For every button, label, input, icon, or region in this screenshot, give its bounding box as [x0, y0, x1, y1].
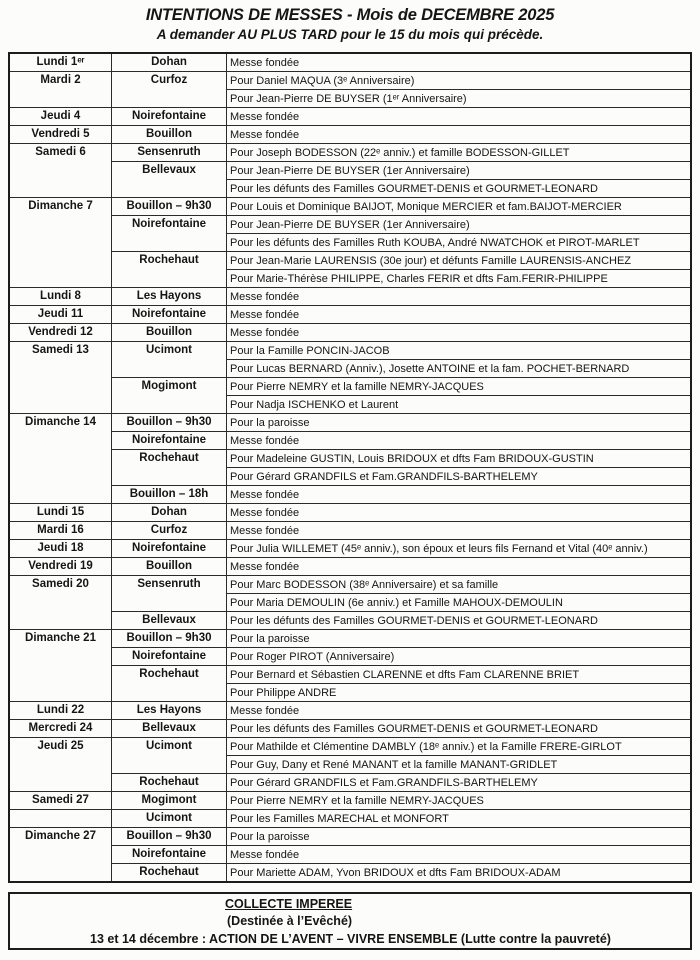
table-row: [9, 864, 691, 883]
date-cell: Vendredi 19: [9, 558, 112, 576]
date-cell: Vendredi 12: [9, 324, 112, 342]
intention-cell: Messe fondée: [227, 306, 692, 324]
collecte-subtitle: (Destinée à l’Evêché): [227, 914, 353, 928]
table-row: [9, 144, 691, 162]
table-row: [9, 108, 691, 126]
place-cell: Bouillon – 9h30: [112, 414, 227, 432]
place-cell: Rochehaut: [112, 864, 227, 883]
table-row: [9, 53, 691, 72]
date-cell: Lundi 15: [9, 504, 112, 522]
date-cell: Mercredi 24: [9, 720, 112, 738]
place-cell: Bouillon – 9h30: [112, 630, 227, 648]
place-cell: Noirefontaine: [112, 216, 227, 252]
place-cell: Bouillon – 9h30: [112, 198, 227, 216]
intention-cell: Pour Pierre NEMRY et la famille NEMRY-JACQUES: [227, 378, 692, 396]
place-cell: Dohan: [112, 53, 227, 72]
table-row: [9, 450, 691, 468]
date-cell: Samedi 27: [9, 792, 112, 810]
place-cell: Rochehaut: [112, 252, 227, 288]
table-row: [9, 378, 691, 396]
table-row: [9, 558, 691, 576]
table-row: [9, 576, 691, 594]
date-cell: Mardi 16: [9, 522, 112, 540]
intention-cell: Messe fondée: [227, 324, 692, 342]
intention-cell: Messe fondée: [227, 126, 692, 144]
place-cell: Bouillon: [112, 126, 227, 144]
mass-intentions-table: [8, 52, 692, 883]
table-row: [9, 648, 691, 666]
place-cell: Rochehaut: [112, 450, 227, 486]
date-cell: Mardi 2: [9, 72, 112, 108]
place-cell: Bouillon: [112, 324, 227, 342]
intention-cell: Pour Mathilde et Clémentine DAMBLY (18ᵉ anniv.) et la Famille FRERE-GIRLOT: [227, 738, 692, 756]
date-cell: Samedi 13: [9, 342, 112, 414]
intention-cell: Pour la paroisse: [227, 630, 692, 648]
date-cell: Samedi 6: [9, 144, 112, 198]
place-cell: Dohan: [112, 504, 227, 522]
intention-cell: Messe fondée: [227, 522, 692, 540]
intention-cell: Pour la Famille PONCIN-JACOB: [227, 342, 692, 360]
place-cell: Sensenruth: [112, 144, 227, 162]
intention-cell: Pour Bernard et Sébastien CLARENNE et dfts Fam CLARENNE BRIET: [227, 666, 692, 684]
intention-cell: Messe fondée: [227, 432, 692, 450]
table-row: [9, 792, 691, 810]
intention-cell: Messe fondée: [227, 558, 692, 576]
table-row: [9, 414, 691, 432]
place-cell: Bellevaux: [112, 162, 227, 198]
intention-cell: Pour Pierre NEMRY et la famille NEMRY-JACQUES: [227, 792, 692, 810]
place-cell: Les Hayons: [112, 702, 227, 720]
intention-cell: Pour Guy, Dany et René MANANT et la famille MANANT-GRIDLET: [227, 756, 692, 774]
date-cell: Dimanche 7: [9, 198, 112, 288]
intention-cell: Pour la paroisse: [227, 828, 692, 846]
page-title: INTENTIONS DE MESSES - Mois de DECEMBRE 2025: [145, 6, 555, 24]
table-row: [9, 486, 691, 504]
intention-cell: Pour les défunts des Familles Ruth KOUBA, André NWATCHOK et PIROT-MARLET: [227, 234, 692, 252]
intention-cell: Pour Maria DEMOULIN (6e anniv.) et Famille MAHOUX-DEMOULIN: [227, 594, 692, 612]
place-cell: Noirefontaine: [112, 108, 227, 126]
table-row: [9, 504, 691, 522]
mass-intentions-table-wrap: [8, 52, 692, 883]
table-row: [9, 288, 691, 306]
intention-cell: Pour Marie-Thérèse PHILIPPE, Charles FERIR et dfts Fam.FERIR-PHILIPPE: [227, 270, 692, 288]
intention-cell: Pour Jean-Pierre DE BUYSER (1er Anniversaire): [227, 216, 692, 234]
intention-cell: Messe fondée: [227, 288, 692, 306]
place-cell: Sensenruth: [112, 576, 227, 612]
intention-cell: Pour les Familles MARECHAL et MONFORT: [227, 810, 692, 828]
intention-cell: Pour Julia WILLEMET (45ᵉ anniv.), son époux et leurs fils Fernand et Vital (40ᵉ anniv.): [227, 540, 692, 558]
place-cell: Rochehaut: [112, 666, 227, 702]
table-row: [9, 810, 691, 828]
intention-cell: Pour les défunts des Familles GOURMET-DENIS et GOURMET-LEONARD: [227, 720, 692, 738]
table-row: [9, 198, 691, 216]
table-row: [9, 306, 691, 324]
intention-cell: Pour Madeleine GUSTIN, Louis BRIDOUX et dfts Fam BRIDOUX-GUSTIN: [227, 450, 692, 468]
place-cell: Ucimont: [112, 810, 227, 828]
place-cell: Les Hayons: [112, 288, 227, 306]
intention-cell: Messe fondée: [227, 702, 692, 720]
table-row: [9, 252, 691, 270]
place-cell: Rochehaut: [112, 774, 227, 792]
table-row: [9, 540, 691, 558]
table-row: [9, 828, 691, 846]
intention-cell: Pour Gérard GRANDFILS et Fam.GRANDFILS-BARTHELEMY: [227, 468, 692, 486]
table-row: [9, 522, 691, 540]
place-cell: Bellevaux: [112, 720, 227, 738]
table-row: [9, 846, 691, 864]
intention-cell: Pour Mariette ADAM, Yvon BRIDOUX et dfts Fam BRIDOUX-ADAM: [227, 864, 692, 883]
intention-cell: Pour Louis et Dominique BAIJOT, Monique MERCIER et fam.BAIJOT-MERCIER: [227, 198, 692, 216]
table-row: [9, 720, 691, 738]
table-row: [9, 216, 691, 234]
table-row: [9, 126, 691, 144]
intention-cell: Pour la paroisse: [227, 414, 692, 432]
collecte-title: COLLECTE IMPEREE: [225, 897, 353, 911]
place-cell: Bellevaux: [112, 612, 227, 630]
table-row: [9, 630, 691, 648]
table-row: [9, 702, 691, 720]
date-cell: Jeudi 11: [9, 306, 112, 324]
intention-cell: Pour Joseph BODESSON (22ᵉ anniv.) et famille BODESSON-GILLET: [227, 144, 692, 162]
place-cell: Noirefontaine: [112, 846, 227, 864]
intention-cell: Pour Gérard GRANDFILS et Fam.GRANDFILS-BARTHELEMY: [227, 774, 692, 792]
intention-cell: Messe fondée: [227, 846, 692, 864]
date-cell: Jeudi 25: [9, 738, 112, 792]
date-cell: Jeudi 18: [9, 540, 112, 558]
place-cell: Ucimont: [112, 342, 227, 378]
date-cell: Vendredi 5: [9, 126, 112, 144]
table-row: [9, 774, 691, 792]
date-cell: Lundi 22: [9, 702, 112, 720]
date-cell: Jeudi 4: [9, 108, 112, 126]
date-cell: Lundi 1ᵉʳ: [9, 53, 112, 72]
intention-cell: Pour Jean-Marie LAURENSIS (30e jour) et défunts Famille LAURENSIS-ANCHEZ: [227, 252, 692, 270]
table-row: [9, 612, 691, 630]
intention-cell: Pour les défunts des Familles GOURMET-DENIS et GOURMET-LEONARD: [227, 180, 692, 198]
intention-cell: Messe fondée: [227, 486, 692, 504]
intention-cell: Pour Marc BODESSON (38ᵉ Anniversaire) et sa famille: [227, 576, 692, 594]
document-header: [0, 6, 700, 42]
intention-cell: Pour Jean-Pierre DE BUYSER (1ᵉʳ Anniversaire): [227, 90, 692, 108]
place-cell: Bouillon – 18h: [112, 486, 227, 504]
intention-cell: Pour Jean-Pierre DE BUYSER (1er Anniversaire): [227, 162, 692, 180]
table-row: [9, 666, 691, 684]
place-cell: Noirefontaine: [112, 306, 227, 324]
table-row: [9, 738, 691, 756]
mass-table-body: [9, 53, 691, 882]
table-row: [9, 72, 691, 90]
intention-cell: Pour Nadja ISCHENKO et Laurent: [227, 396, 692, 414]
place-cell: Noirefontaine: [112, 648, 227, 666]
intention-cell: Pour Roger PIROT (Anniversaire): [227, 648, 692, 666]
page-subtitle: A demander AU PLUS TARD pour le 15 du mois qui précède.: [156, 27, 544, 42]
table-row: [9, 432, 691, 450]
intention-cell: Pour Philippe ANDRE: [227, 684, 692, 702]
place-cell: Mogimont: [112, 378, 227, 414]
date-cell: [9, 810, 112, 828]
intention-cell: Pour les défunts des Familles GOURMET-DENIS et GOURMET-LEONARD: [227, 612, 692, 630]
place-cell: Bouillon: [112, 558, 227, 576]
intention-cell: Pour Lucas BERNARD (Anniv.), Josette ANTOINE et la fam. POCHET-BERNARD: [227, 360, 692, 378]
place-cell: Bouillon – 9h30: [112, 828, 227, 846]
date-cell: Dimanche 27: [9, 828, 112, 883]
intention-cell: Messe fondée: [227, 53, 692, 72]
date-cell: Samedi 20: [9, 576, 112, 630]
place-cell: Noirefontaine: [112, 540, 227, 558]
collecte-dates-line: 13 et 14 décembre : ACTION DE L’AVENT – VIVRE ENSEMBLE (Lutte contre la pauvreté): [90, 932, 611, 946]
date-cell: Dimanche 14: [9, 414, 112, 504]
place-cell: Ucimont: [112, 738, 227, 774]
intention-cell: Messe fondée: [227, 108, 692, 126]
table-row: [9, 342, 691, 360]
date-cell: Lundi 8: [9, 288, 112, 306]
place-cell: Curfoz: [112, 522, 227, 540]
date-cell: Dimanche 21: [9, 630, 112, 702]
intention-cell: Pour Daniel MAQUA (3ᵉ Anniversaire): [227, 72, 692, 90]
place-cell: Curfoz: [112, 72, 227, 108]
table-row: [9, 162, 691, 180]
place-cell: Noirefontaine: [112, 432, 227, 450]
intention-cell: Messe fondée: [227, 504, 692, 522]
place-cell: Mogimont: [112, 792, 227, 810]
table-row: [9, 324, 691, 342]
collecte-box: [8, 892, 692, 950]
